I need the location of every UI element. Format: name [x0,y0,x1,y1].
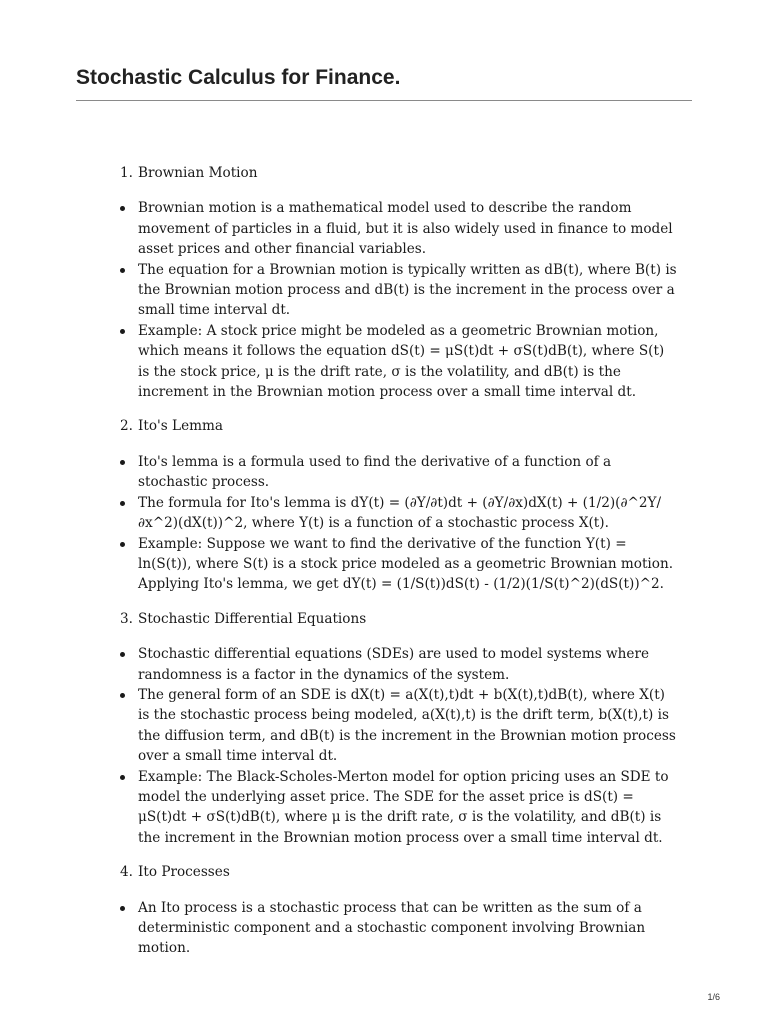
page-number: 1/6 [707,992,720,1002]
section-heading [118,609,678,629]
list-item: The formula for Ito's lemma is dY(t) = (∂Y/∂t)dt + (∂Y/∂x)dX(t) + (1/2)(∂^2Y/∂x^2)(dX(t))^2, where Y(t) is a function of a stochastic process X(t). [118,493,678,534]
section-itos-lemma [118,416,678,594]
list-item: An Ito process is a stochastic process that can be written as the sum of a deterministic component and a stochastic component involving Brownian motion. [118,898,678,959]
section-number: 3. [120,610,133,627]
list-item: Brownian motion is a mathematical model used to describe the random movement of particles in a fluid, but it is also widely used in finance to model asset prices and other financial variables. [118,198,678,259]
section-title: Ito's Lemma [138,418,224,435]
section-heading [118,862,678,882]
list-item: Stochastic differential equations (SDEs) are used to model systems where randomness is a factor in the dynamics of the system. [118,644,678,685]
section-number: 1. [120,165,133,181]
section-number: 4. [120,864,133,881]
section-title: Stochastic Differential Equations [138,610,367,627]
list-item: Example: Suppose we want to find the derivative of the function Y(t) = ln(S(t)), where S(t) is a stock price modeled as a geometric Brownian motion. Applying Ito's lemma, we get dY(t) = (1/S(t))dS(t) - (1/2)(1/S(t)^2)(dS(t))^2. [118,534,678,595]
section-number: 2. [120,418,133,435]
document-body [118,163,678,973]
section-stochastic-differential-equations [118,609,678,848]
section-heading [118,163,678,183]
list-item: The general form of an SDE is dX(t) = a(X(t),t)dt + b(X(t),t)dB(t), where X(t) is the stochastic process being modeled, a(X(t),t) is the drift term, b(X(t),t) is the diffusion term, and dB(t) is the increment in the Brownian motion process over a small time interval dt. [118,685,678,767]
list-item: The equation for a Brownian motion is typically written as dB(t), where B(t) is the Brownian motion process and dB(t) is the increment in the process over a small time interval dt. [118,260,678,321]
bullet-list [118,452,678,595]
title-divider [76,100,692,101]
list-item: Ito's lemma is a formula used to find the derivative of a function of a stochastic process. [118,452,678,493]
list-item: Example: The Black-Scholes-Merton model for option pricing uses an SDE to model the underlying asset price. The SDE for the asset price is dS(t) = μS(t)dt + σS(t)dB(t), where μ is the drift rate, σ is the volatility, and dB(t) is the increment in the Brownian motion process over a small time interval dt. [118,767,678,849]
bullet-list [118,198,678,402]
bullet-list [118,644,678,848]
section-title: Ito Processes [138,864,230,881]
bullet-list [118,898,678,959]
page-title: Stochastic Calculus for Finance. [76,66,401,89]
section-title: Brownian Motion [138,165,258,181]
list-item: Example: A stock price might be modeled as a geometric Brownian motion, which means it follows the equation dS(t) = μS(t)dt + σS(t)dB(t), where S(t) is the stock price, μ is the drift rate, σ is the volatility, and dB(t) is the increment in the Brownian motion process over a small time interval dt. [118,321,678,403]
section-heading [118,416,678,436]
section-brownian-motion [118,163,678,402]
section-ito-processes [118,862,678,959]
